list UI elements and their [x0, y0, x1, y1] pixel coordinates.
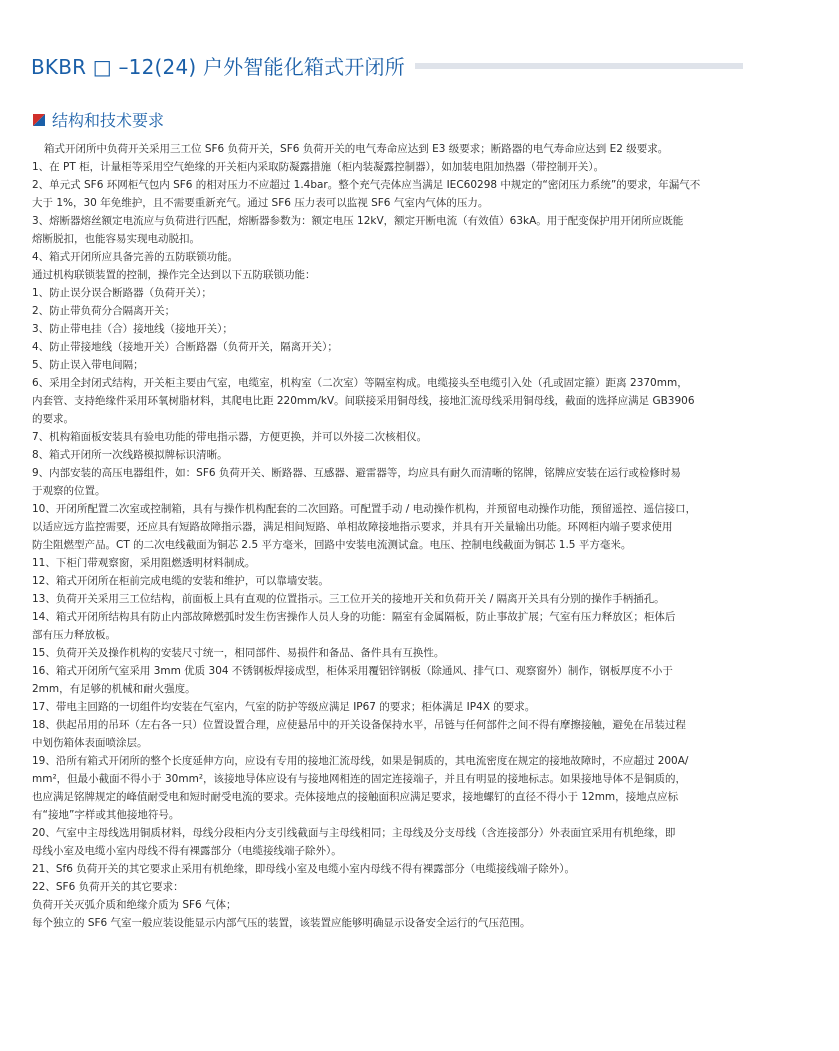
text-line: 3、熔断器熔丝额定电流应与负荷进行匹配，熔断器参数为：额定电压 12kV，额定开断电流（有效值）63kA。用于配变保护用开闭所应既能 — [32, 215, 684, 227]
red-blue-square-icon — [33, 114, 45, 126]
text-line: 8、箱式开闭所一次线路模拟牌标识清晰。 — [32, 449, 228, 461]
text-line: 5、防止误入带电间隔； — [32, 359, 144, 371]
body-text — [32, 140, 750, 932]
text-line: 10、开闭所配置二次室或控制箱，具有与操作机构配套的二次回路。可配置手动 / 电动操作机构，并预留电动操作功能，预留遥控、遥信接口， — [32, 503, 697, 515]
text-line: 通过机构联锁装置的控制，操作完全达到以下五防联锁功能： — [32, 269, 316, 281]
section-heading — [33, 108, 164, 131]
text-line: 6、采用全封闭式结构，开关柜主要由气室，电缆室，机构室（二次室）等隔室构成。电缆接头至电缆引入处（孔或固定箍）距离 2370mm， — [32, 377, 688, 389]
text-line: 13、负荷开关采用三工位结构，前面板上具有直观的位置指示。三工位开关的接地开关和负荷开关 / 隔离开关具有分别的操作手柄插孔。 — [32, 593, 665, 605]
text-line: 也应满足铭牌规定的峰值耐受电和短时耐受电流的要求。壳体接地点的接触面积应满足要求，接地螺钉的直径不得小于 12mm，接地点应标 — [32, 791, 679, 803]
text-line: 2、单元式 SF6 环网柜气包内 SF6 的相对压力不应超过 1.4bar。整个充气壳体应当满足 IEC60298 中规定的“密闭压力系统”的要求，年漏气不 — [32, 179, 701, 191]
page-header — [31, 50, 743, 80]
text-line: 2mm，有足够的机械和耐火强度。 — [32, 683, 196, 695]
text-line: 1、防止误分误合断路器（负荷开关）； — [32, 287, 212, 299]
text-line: 14、箱式开闭所结构具有防止内部故障燃弧时发生伤害操作人员人身的功能：隔室有金属隔板，防止事故扩展；气室有压力释放区；柜体后 — [32, 611, 676, 623]
text-line: 大于 1%，30 年免维护，且不需要重新充气。通过 SF6 压力表可以监视 SF6 气室内气体的压力。 — [32, 197, 489, 209]
text-line: 内套管、支持绝缘件采用环氧树脂材料，其爬电比距 220mm/kV。间联接采用铜母线，接地汇流母线采用铜母线，截面的选择应满足 GB3906 — [32, 395, 695, 407]
text-line: 19、沿所有箱式开闭所的整个长度延伸方向，应设有专用的接地汇流母线，如果是铜质的，其电流密度在规定的接地故障时，不应超过 200A/ — [32, 755, 689, 767]
text-line: 7、机构箱面板安装具有验电功能的带电指示器，方便更换，并可以外接二次核相仪。 — [32, 431, 428, 443]
text-line: 17、带电主回路的一切组件均安装在气室内，气室的防护等级应满足 IP67 的要求；柜体满足 IP4X 的要求。 — [32, 701, 536, 713]
text-line: mm²，但最小截面不得小于 30mm²，该接地导体应设有与接地网相连的固定连接端子，并且有明显的接地标志。如果接地导体不是铜质的， — [32, 773, 687, 785]
text-line: 部有压力释放板。 — [32, 629, 116, 641]
text-line: 15、负荷开关及操作机构的安装尺寸统一，相同部件、易损件和备品、备件具有互换性。 — [32, 647, 445, 659]
text-line: 20、气室中主母线选用铜质材料，母线分段柜内分支引线截面与主母线相同；主母线及分支母线（含连接部分）外表面宜采用有机绝缘，即 — [32, 827, 676, 839]
section-title: 结构和技术要求 — [52, 111, 165, 130]
intro-paragraph-line: 箱式开闭所中负荷开关采用三工位 SF6 负荷开关，SF6 负荷开关的电气寿命应达到 E3 级要求；断路器的电气寿命应达到 E2 级要求。 — [44, 143, 669, 155]
text-line: 21、Sf6 负荷开关的其它要求止采用有机绝缘，即母线小室及电缆小室内母线不得有裸露部分（电缆接线端子除外）。 — [32, 863, 575, 875]
text-line: 熔断脱扣，也能容易实现电动脱扣。 — [32, 233, 200, 245]
text-line: 2、防止带负荷分合隔离开关； — [32, 305, 176, 317]
text-line: 每个独立的 SF6 气室一般应装设能显示内部气压的装置，该装置应能够明确显示设备安全运行的气压范围。 — [32, 917, 531, 929]
text-line: 的要求。 — [32, 413, 74, 425]
text-line: 1、在 PT 柜，计量柜等采用空气绝缘的开关柜内采取防凝露措施（柜内装凝露控制器），如加装电阻加热器（带控制开关）。 — [32, 161, 605, 173]
text-line: 4、箱式开闭所应具备完善的五防联锁功能。 — [32, 251, 239, 263]
text-line: 以适应远方监控需要，还应具有短路故障指示器，满足相间短路、单相故障接地指示要求，并具有开关量输出功能。环网柜内端子要求使用 — [32, 521, 673, 533]
text-line: 12、箱式开闭所在柜前完成电缆的安装和维护，可以靠墙安装。 — [32, 575, 329, 587]
text-line: 中划伤箱体表面喷涂层。 — [32, 737, 148, 749]
page-title: BKBR □ –12(24) 户外智能化箱式开闭所 — [31, 54, 405, 79]
text-line: 有“接地”字样或其他接地符号。 — [32, 809, 180, 821]
text-line: 22、SF6 负荷开关的其它要求： — [32, 881, 184, 893]
text-line: 于观察的位置。 — [32, 485, 106, 497]
text-line: 4、防止带接地线（接地开关）合断路器（负荷开关，隔离开关）； — [32, 341, 338, 353]
text-line: 3、防止带电挂（合）接地线（接地开关）； — [32, 323, 233, 335]
text-line: 9、内部安装的高压电器组件，如：SF6 负荷开关、断路器、互感器、避雷器等，均应具有耐久而清晰的铭牌，铭牌应安装在运行或检修时易 — [32, 467, 681, 479]
text-line: 负荷开关灭弧介质和绝缘介质为 SF6 气体； — [32, 899, 237, 911]
text-line: 11、下柜门带观察窗，采用阻燃透明材料制成。 — [32, 557, 256, 569]
text-line: 母线小室及电缆小室内母线不得有裸露部分（电缆接线端子除外）。 — [32, 845, 342, 857]
text-line: 18、供起吊用的吊环（左右各一只）位置设置合理，应使悬吊中的开关设备保持水平，吊链与任何部件之间不得有摩擦接触，避免在吊装过程 — [32, 719, 686, 731]
title-divider-bar — [415, 63, 743, 69]
text-line: 防尘阻燃型产品。CT 的二次电线截面为铜芯 2.5 平方毫米，回路中安装电流测试盒。电压、控制电线截面为铜芯 1.5 平方毫米。 — [32, 539, 632, 551]
text-line: 16、箱式开闭所气室采用 3mm 优质 304 不锈钢板焊接成型，柜体采用覆铝锌钢板（除通风、排气口、观察窗外）制作，钢板厚度不小于 — [32, 665, 673, 677]
